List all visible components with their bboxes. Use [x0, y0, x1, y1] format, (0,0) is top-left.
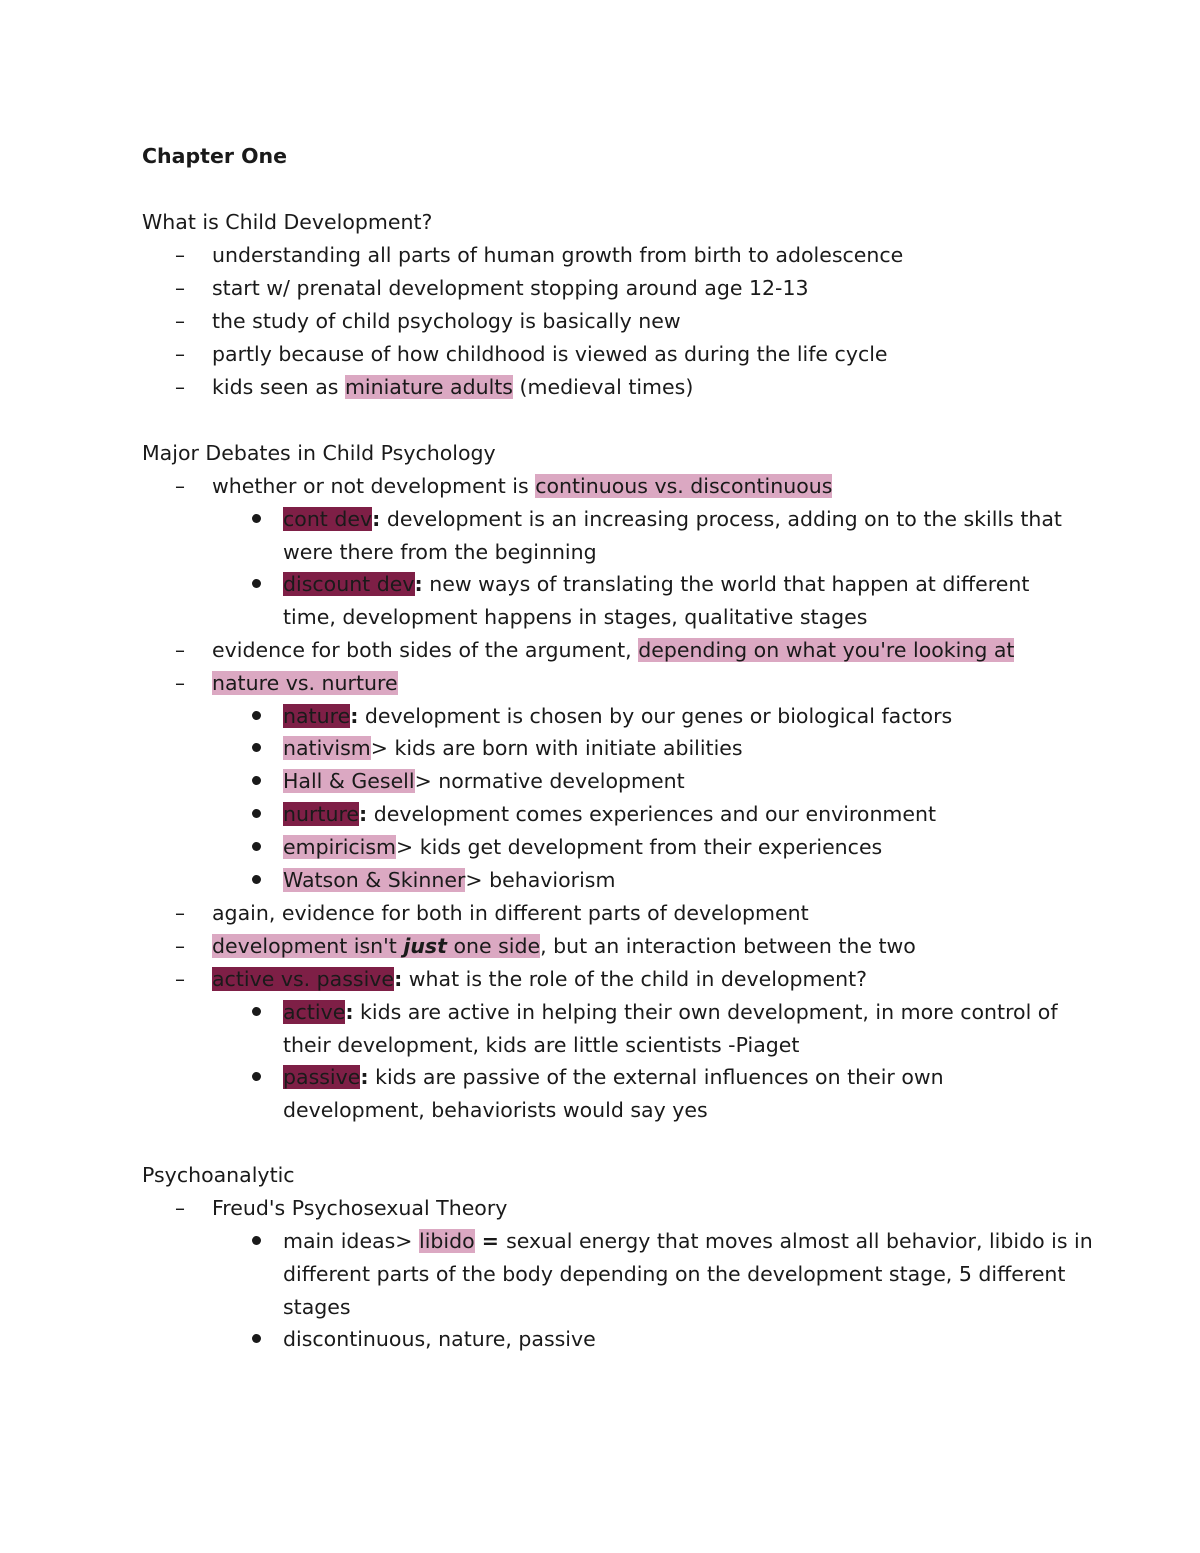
- text: > behaviorism: [465, 868, 616, 892]
- dash-marker: –: [175, 342, 185, 366]
- text: > normative development: [414, 769, 685, 793]
- list-item: [212, 634, 1014, 667]
- highlight-term: discount dev: [283, 572, 415, 596]
- dash-marker: –: [175, 934, 185, 958]
- list-item: [212, 470, 832, 503]
- bullet-dot: [252, 579, 261, 588]
- dash-marker: –: [175, 1196, 185, 1220]
- list-item: [283, 831, 882, 864]
- text: :: [350, 704, 359, 728]
- list-item: understanding all parts of human growth from birth to adolescence: [212, 243, 904, 267]
- list-item: [212, 963, 867, 996]
- bullet-dot: [252, 809, 261, 818]
- dash-marker: –: [175, 309, 185, 333]
- section-title-major-debates: Major Debates in Child Psychology: [142, 441, 496, 465]
- list-item: [283, 864, 615, 897]
- list-item: [212, 371, 693, 404]
- bullet-dot: [252, 842, 261, 851]
- highlight-term: libido: [419, 1229, 475, 1253]
- list-item: [283, 700, 952, 733]
- emphasis-text: just: [403, 934, 447, 958]
- text: sexual energy that moves almost all behavior, libido is in: [506, 1229, 1093, 1253]
- text: development comes experiences and our environment: [367, 802, 937, 826]
- text: (medieval times): [513, 375, 694, 399]
- text: what is the role of the child in development?: [402, 967, 867, 991]
- list-item-continuation: time, development happens in stages, qualitative stages: [283, 605, 868, 629]
- highlight-term: passive: [283, 1065, 361, 1089]
- highlight-term: miniature adults: [344, 375, 513, 399]
- list-item: start w/ prenatal development stopping around age 12-13: [212, 276, 809, 300]
- highlight-term: nurture: [283, 802, 360, 826]
- highlight-term: active vs. passive: [212, 967, 395, 991]
- highlight-term: Watson & Skinner: [283, 868, 466, 892]
- dash-marker: –: [175, 276, 185, 300]
- bullet-dot: [252, 776, 261, 785]
- list-item: partly because of how childhood is viewed as during the life cycle: [212, 342, 888, 366]
- list-item: [212, 667, 398, 700]
- bullet-dot: [252, 875, 261, 884]
- list-item: [283, 765, 685, 798]
- bullet-dot: [252, 1236, 261, 1245]
- highlight-term: nature vs. nurture: [212, 671, 398, 695]
- text: kids seen as: [212, 375, 345, 399]
- highlight-term: nativism: [283, 736, 371, 760]
- text: development is chosen by our genes or biological factors: [358, 704, 953, 728]
- list-item: again, evidence for both in different parts of development: [212, 901, 809, 925]
- text: =: [474, 1229, 507, 1253]
- text: kids are active in helping their own development, in more control of: [353, 1000, 1058, 1024]
- highlight-term: [212, 934, 540, 958]
- text: :: [345, 1000, 354, 1024]
- highlight-term: nature: [283, 704, 351, 728]
- dash-marker: –: [175, 638, 185, 662]
- list-item: [283, 798, 936, 831]
- bullet-dot: [252, 1334, 261, 1343]
- bullet-dot: [252, 711, 261, 720]
- text: new ways of translating the world that happen at different: [422, 572, 1030, 596]
- list-item-continuation: their development, kids are little scientists -Piaget: [283, 1033, 800, 1057]
- text: :: [360, 1065, 369, 1089]
- list-item-continuation: were there from the beginning: [283, 540, 597, 564]
- dash-marker: –: [175, 967, 185, 991]
- text: main ideas>: [283, 1229, 419, 1253]
- list-item-continuation: development, behaviorists would say yes: [283, 1098, 708, 1122]
- list-item: [283, 503, 1062, 536]
- list-item: [283, 568, 1029, 601]
- bullet-dot: [252, 743, 261, 752]
- dash-marker: –: [175, 243, 185, 267]
- text: whether or not development is: [212, 474, 536, 498]
- list-item-continuation: different parts of the body depending on the development stage, 5 different: [283, 1262, 1066, 1286]
- text: development isn't: [212, 934, 404, 958]
- text: :: [394, 967, 403, 991]
- list-item: [283, 732, 743, 765]
- dash-marker: –: [175, 901, 185, 925]
- text: kids are passive of the external influences on their own: [368, 1065, 944, 1089]
- list-item: Freud's Psychosexual Theory: [212, 1196, 508, 1220]
- list-item: the study of child psychology is basically new: [212, 309, 681, 333]
- bullet-dot: [252, 1007, 261, 1016]
- text: :: [372, 507, 381, 531]
- chapter-heading: Chapter One: [142, 144, 288, 168]
- text: :: [414, 572, 423, 596]
- text: , but an interaction between the two: [540, 934, 916, 958]
- section-title-psychoanalytic: Psychoanalytic: [142, 1163, 295, 1187]
- list-item: [283, 996, 1058, 1029]
- list-item: [212, 930, 916, 963]
- dash-marker: –: [175, 671, 185, 695]
- list-item-continuation: stages: [283, 1295, 351, 1319]
- section-title-child-development: What is Child Development?: [142, 210, 433, 234]
- bullet-dot: [252, 514, 261, 523]
- list-item: [283, 1225, 1093, 1258]
- highlight-term: depending on what you're looking at: [638, 638, 1015, 662]
- text: development is an increasing process, adding on to the skills that: [380, 507, 1062, 531]
- highlight-term: cont dev: [283, 507, 373, 531]
- text: one side: [446, 934, 541, 958]
- highlight-term: continuous vs. discontinuous: [535, 474, 833, 498]
- text: > kids are born with initiate abilities: [370, 736, 743, 760]
- highlight-term: empiricism: [283, 835, 397, 859]
- dash-marker: –: [175, 474, 185, 498]
- highlight-term: Hall & Gesell: [283, 769, 415, 793]
- bullet-dot: [252, 1072, 261, 1081]
- text: > kids get development from their experiences: [396, 835, 883, 859]
- text: :: [359, 802, 368, 826]
- text: evidence for both sides of the argument,: [212, 638, 639, 662]
- highlight-term: active: [283, 1000, 346, 1024]
- dash-marker: –: [175, 375, 185, 399]
- list-item: discontinuous, nature, passive: [283, 1327, 596, 1351]
- list-item: [283, 1061, 944, 1094]
